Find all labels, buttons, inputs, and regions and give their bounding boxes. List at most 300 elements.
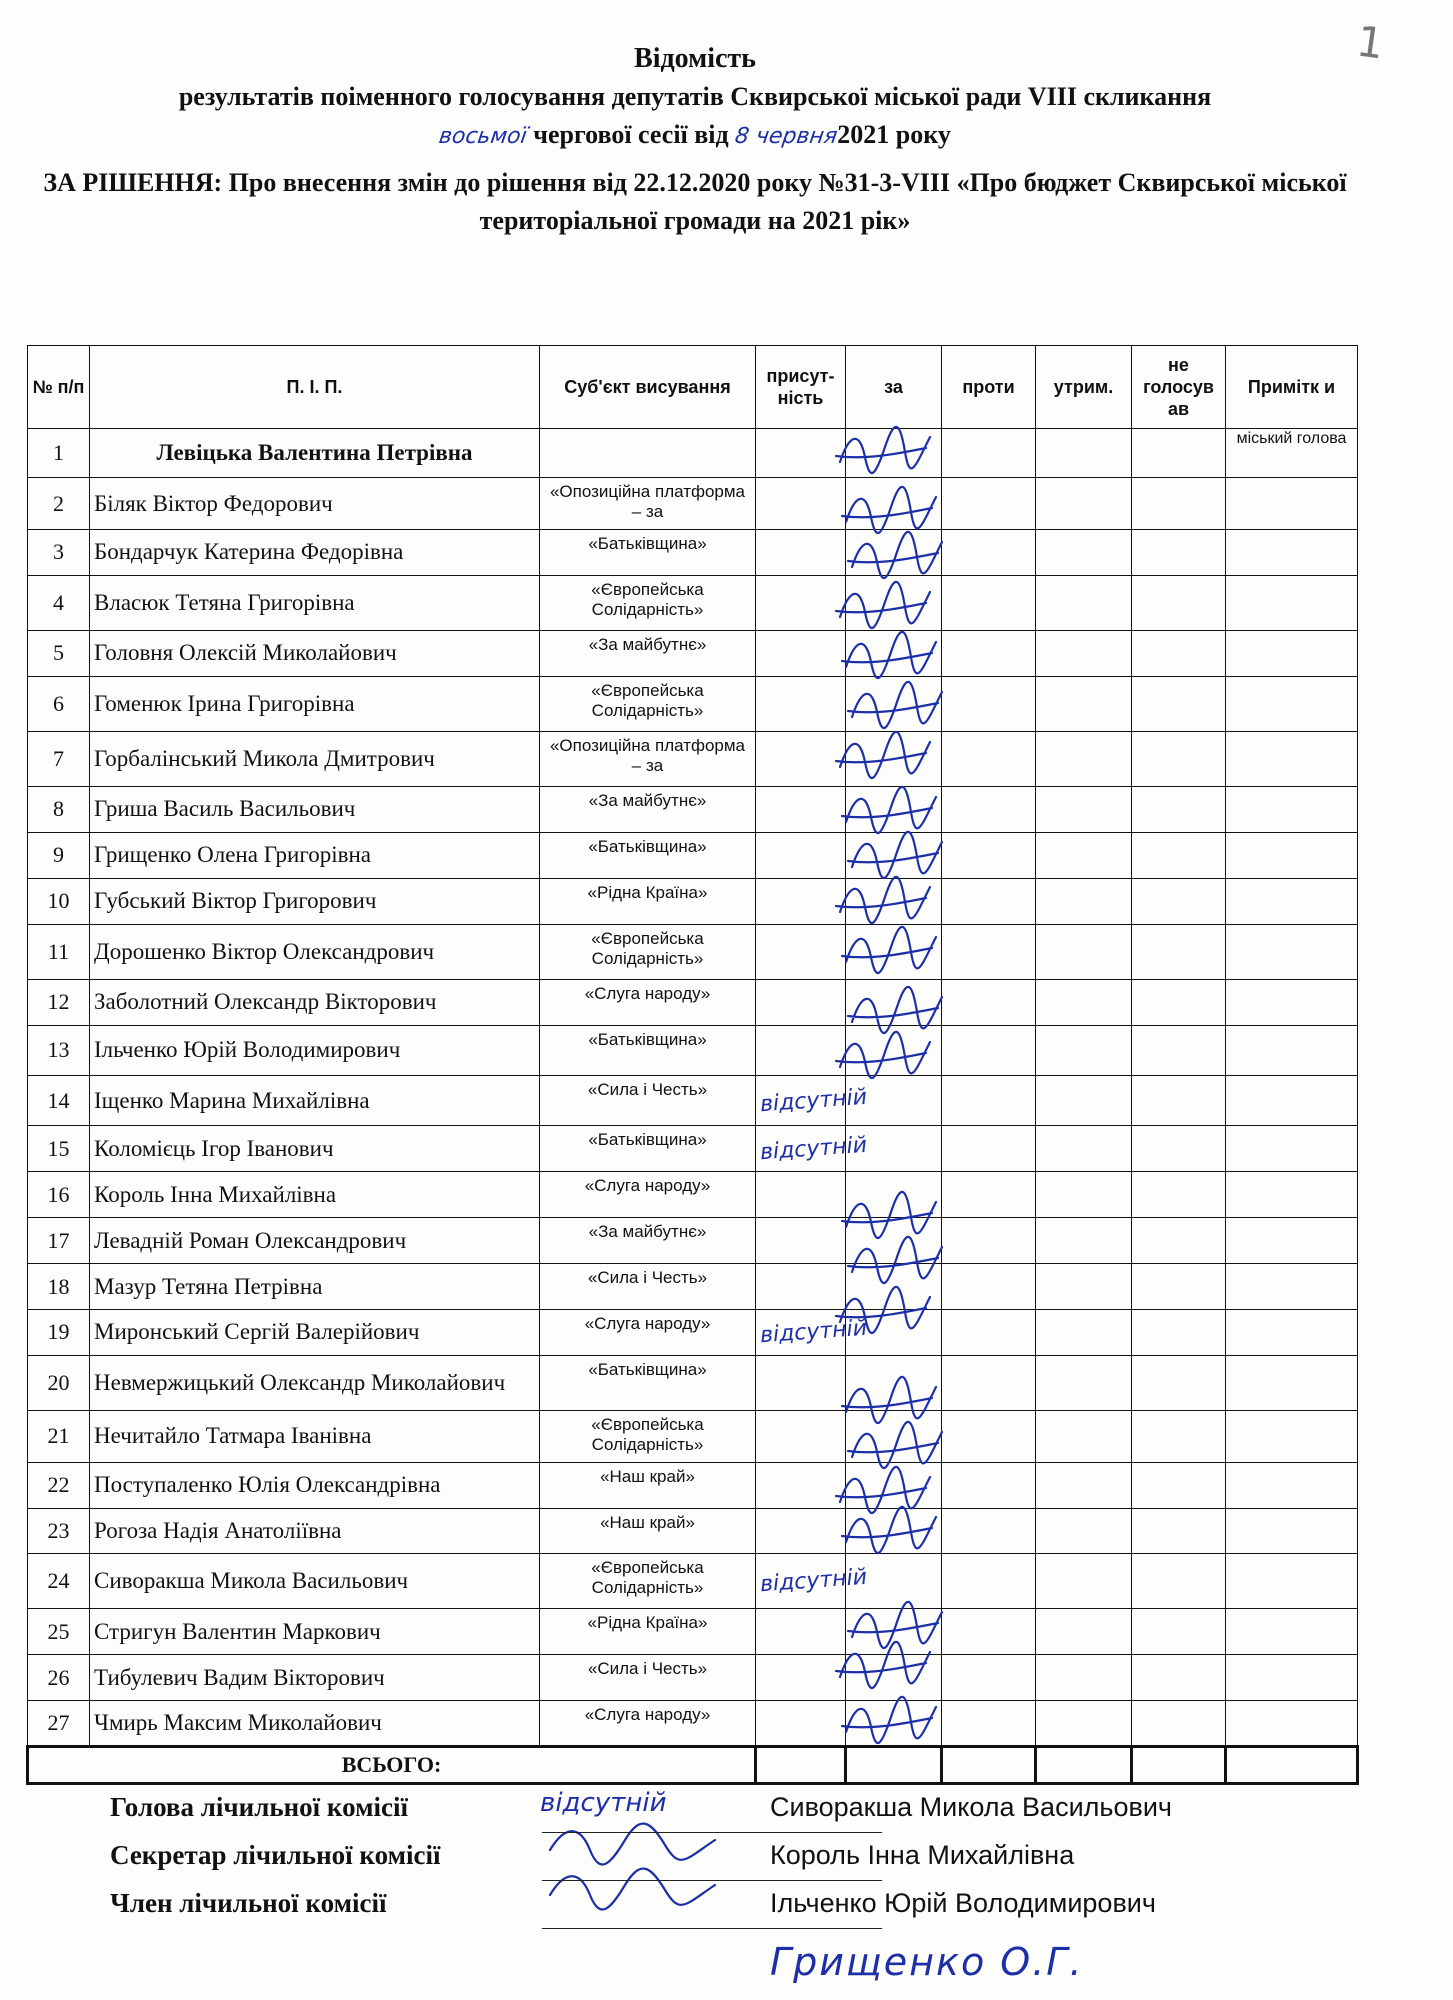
not-voted-cell xyxy=(1132,832,1226,878)
vote-abstain-cell xyxy=(1036,832,1132,878)
handwritten-footer-name: Грищенко О.Г. xyxy=(770,1940,1084,1984)
session-year: 2021 року xyxy=(837,120,951,149)
member-name: Біляк Віктор Федорович xyxy=(90,478,540,530)
table-row xyxy=(28,1655,1358,1701)
commission-member-row xyxy=(110,1888,1360,1936)
header-not-voted: не голосув ав xyxy=(1132,346,1226,429)
not-voted-cell xyxy=(1132,731,1226,786)
session-text: чергової сесії від xyxy=(533,120,729,149)
vote-against-cell xyxy=(942,630,1036,676)
vote-abstain-cell xyxy=(1036,429,1132,478)
member-party: «Слуга народу» xyxy=(540,979,756,1025)
member-party: «Наш край» xyxy=(540,1508,756,1554)
vote-for-cell xyxy=(846,878,942,924)
not-voted-cell xyxy=(1132,478,1226,530)
table-row xyxy=(28,1554,1358,1609)
vote-for-cell xyxy=(846,630,942,676)
presence-cell xyxy=(756,1701,846,1747)
row-number: 14 xyxy=(28,1076,90,1126)
vote-against-cell xyxy=(942,429,1036,478)
vote-against-cell xyxy=(942,832,1036,878)
note-cell xyxy=(1226,1554,1358,1609)
vote-abstain-cell xyxy=(1036,1218,1132,1264)
table-row xyxy=(28,1126,1358,1172)
row-number: 5 xyxy=(28,630,90,676)
vote-for-cell xyxy=(846,429,942,478)
member-name: Нечитайло Татмара Іванівна xyxy=(90,1411,540,1463)
row-number: 12 xyxy=(28,979,90,1025)
row-number: 16 xyxy=(28,1172,90,1218)
secretary-role: Секретар лічильної комісії xyxy=(110,1840,441,1870)
table-row xyxy=(28,878,1358,924)
vote-against-cell xyxy=(942,478,1036,530)
presence-cell xyxy=(756,731,846,786)
not-voted-cell xyxy=(1132,1126,1226,1172)
note-cell xyxy=(1226,1508,1358,1554)
header-name: П. І. П. xyxy=(90,346,540,429)
presence-mark: відсутній xyxy=(759,1132,868,1166)
not-voted-cell xyxy=(1132,1355,1226,1410)
not-voted-cell xyxy=(1132,1508,1226,1554)
presence-cell xyxy=(756,1310,868,1356)
not-voted-cell xyxy=(1132,529,1226,575)
total-cell xyxy=(1132,1747,1226,1784)
member-name: Король Інна Михайлівна xyxy=(90,1172,540,1218)
vote-abstain-cell xyxy=(1036,1411,1132,1463)
note-cell xyxy=(1226,1218,1358,1264)
vote-against-cell xyxy=(942,786,1036,832)
vote-for-cell xyxy=(846,676,942,731)
presence-cell xyxy=(756,575,846,630)
note-cell xyxy=(1226,1701,1358,1747)
row-number: 13 xyxy=(28,1025,90,1075)
note-cell xyxy=(1226,1310,1358,1356)
vote-abstain-cell xyxy=(1036,1701,1132,1747)
vote-against-cell xyxy=(942,1025,1036,1075)
table-row xyxy=(28,832,1358,878)
vote-abstain-cell xyxy=(1036,1264,1132,1310)
row-number: 18 xyxy=(28,1264,90,1310)
row-number: 2 xyxy=(28,478,90,530)
header-abstain: утрим. xyxy=(1036,346,1132,429)
decision-title: ЗА РІШЕННЯ: Про внесення змін до рішення від 22.12.2020 року №31-3-VIII «Про бюджет Сквирської міської територіальної громади на 2021 рік» xyxy=(43,168,1347,235)
presence-cell xyxy=(756,832,846,878)
member-name: Левіцька Валентина Петрівна xyxy=(90,429,540,478)
not-voted-cell xyxy=(1132,1025,1226,1075)
note-cell xyxy=(1226,979,1358,1025)
vote-for-cell xyxy=(846,1701,942,1747)
not-voted-cell xyxy=(1132,1172,1226,1218)
presence-cell xyxy=(756,1264,846,1310)
table-row xyxy=(28,1218,1358,1264)
not-voted-cell xyxy=(1132,1609,1226,1655)
presence-cell xyxy=(756,1508,846,1554)
table-row xyxy=(28,1609,1358,1655)
table-row xyxy=(28,1264,1358,1310)
not-voted-cell xyxy=(1132,429,1226,478)
table-row xyxy=(28,1310,1358,1356)
vote-against-cell xyxy=(942,1554,1036,1609)
header-note: Примітк и xyxy=(1226,346,1358,429)
vote-against-cell xyxy=(942,1172,1036,1218)
vote-against-cell xyxy=(942,924,1036,979)
member-name: Ільченко Юрій Володимирович xyxy=(90,1025,540,1075)
note-cell xyxy=(1226,1355,1358,1410)
note-cell xyxy=(1226,1126,1358,1172)
vote-for-cell xyxy=(846,731,942,786)
vote-abstain-cell xyxy=(1036,1655,1132,1701)
presence-cell xyxy=(756,1076,868,1126)
presence-cell xyxy=(756,478,846,530)
member-name: Губський Віктор Григорович xyxy=(90,878,540,924)
not-voted-cell xyxy=(1132,630,1226,676)
document-header xyxy=(40,40,1350,240)
vote-abstain-cell xyxy=(1036,786,1132,832)
not-voted-cell xyxy=(1132,878,1226,924)
presence-cell xyxy=(756,1126,868,1172)
vote-against-cell xyxy=(942,1218,1036,1264)
vote-abstain-cell xyxy=(1036,979,1132,1025)
member-name: Чмирь Максим Миколайович xyxy=(90,1701,540,1747)
member-name: Горбалінський Микола Дмитрович xyxy=(90,731,540,786)
member-party: «За майбутнє» xyxy=(540,1218,756,1264)
not-voted-cell xyxy=(1132,979,1226,1025)
row-number: 8 xyxy=(28,786,90,832)
presence-cell xyxy=(756,676,846,731)
document-title: Відомість xyxy=(634,43,756,74)
member-name: Коломієць Ігор Іванович xyxy=(90,1126,540,1172)
vote-for-cell xyxy=(846,1172,942,1218)
member-party: «Європейська Солідарність» xyxy=(540,924,756,979)
table-row xyxy=(28,1462,1358,1508)
presence-cell xyxy=(756,1655,846,1701)
member-party: «Європейська Солідарність» xyxy=(540,676,756,731)
total-label: ВСЬОГО: xyxy=(28,1747,756,1784)
vote-against-cell xyxy=(942,1355,1036,1410)
note-cell xyxy=(1226,1264,1358,1310)
note-cell xyxy=(1226,786,1358,832)
vote-abstain-cell xyxy=(1036,1172,1132,1218)
commission-chair-row xyxy=(110,1788,1360,1840)
row-number: 26 xyxy=(28,1655,90,1701)
header-for: за xyxy=(846,346,942,429)
row-number: 15 xyxy=(28,1126,90,1172)
member-party: «Батьківщина» xyxy=(540,1126,756,1172)
presence-cell xyxy=(756,878,846,924)
member-party: «Батьківщина» xyxy=(540,1025,756,1075)
presence-cell xyxy=(756,1609,846,1655)
vote-for-cell xyxy=(846,575,942,630)
presence-cell xyxy=(756,429,846,478)
member-signature-line xyxy=(542,1928,882,1929)
vote-for-cell xyxy=(846,1508,942,1554)
presence-cell xyxy=(756,924,846,979)
row-number: 17 xyxy=(28,1218,90,1264)
vote-abstain-cell xyxy=(1036,1025,1132,1075)
table-row xyxy=(28,979,1358,1025)
row-number: 23 xyxy=(28,1508,90,1554)
vote-abstain-cell xyxy=(1036,1508,1132,1554)
vote-abstain-cell xyxy=(1036,575,1132,630)
note-cell xyxy=(1226,731,1358,786)
member-name: Заболотний Олександр Вікторович xyxy=(90,979,540,1025)
vote-abstain-cell xyxy=(1036,878,1132,924)
table-row xyxy=(28,1411,1358,1463)
total-cell xyxy=(1036,1747,1132,1784)
row-number: 21 xyxy=(28,1411,90,1463)
vote-against-cell xyxy=(942,731,1036,786)
presence-mark: відсутній xyxy=(759,1316,868,1349)
not-voted-cell xyxy=(1132,575,1226,630)
vote-abstain-cell xyxy=(1036,1355,1132,1410)
table-row xyxy=(28,731,1358,786)
row-number: 19 xyxy=(28,1310,90,1356)
vote-against-cell xyxy=(942,1508,1036,1554)
header-present: присут-ність xyxy=(756,346,846,429)
member-name: Сиворакша Микола Васильович xyxy=(90,1554,540,1609)
row-number: 3 xyxy=(28,529,90,575)
presence-cell xyxy=(756,1025,846,1075)
vote-against-cell xyxy=(942,1264,1036,1310)
vote-against-cell xyxy=(942,575,1036,630)
vote-for-cell xyxy=(846,1411,942,1463)
note-cell xyxy=(1226,1076,1358,1126)
vote-abstain-cell xyxy=(1036,630,1132,676)
note-cell xyxy=(1226,1609,1358,1655)
presence-cell xyxy=(756,630,846,676)
member-party: «Рідна Країна» xyxy=(540,1609,756,1655)
chair-name: Сиворакша Микола Васильович xyxy=(770,1792,1172,1822)
vote-abstain-cell xyxy=(1036,1310,1132,1356)
vote-abstain-cell xyxy=(1036,1462,1132,1508)
session-number-handwritten: восьмої xyxy=(437,124,529,149)
not-voted-cell xyxy=(1132,1701,1226,1747)
vote-for-cell xyxy=(846,979,942,1025)
member-name: Власюк Тетяна Григорівна xyxy=(90,575,540,630)
presence-cell xyxy=(756,979,846,1025)
vote-for-cell xyxy=(846,529,942,575)
vote-against-cell xyxy=(942,1655,1036,1701)
vote-for-cell xyxy=(846,1355,942,1410)
note-cell xyxy=(1226,1655,1358,1701)
presence-cell xyxy=(756,1355,846,1410)
member-party: «Батьківщина» xyxy=(540,832,756,878)
document-subtitle: результатів поіменного голосування депутатів Сквирської міської ради VIII скликання xyxy=(178,82,1212,111)
presence-cell xyxy=(756,786,846,832)
member-name: Левадній Роман Олександрович xyxy=(90,1218,540,1264)
vote-for-cell xyxy=(846,1025,942,1075)
row-number: 22 xyxy=(28,1462,90,1508)
member-party: «Рідна Країна» xyxy=(540,878,756,924)
note-cell xyxy=(1226,575,1358,630)
table-row xyxy=(28,1701,1358,1747)
note-cell xyxy=(1226,924,1358,979)
note-cell xyxy=(1226,1411,1358,1463)
member-party: «За майбутнє» xyxy=(540,630,756,676)
table-row xyxy=(28,529,1358,575)
table-row xyxy=(28,1355,1358,1410)
page-number: 1 xyxy=(1353,16,1388,69)
table-row xyxy=(28,1076,1358,1126)
presence-mark: відсутній xyxy=(759,1565,868,1598)
table-row xyxy=(28,786,1358,832)
commission-block xyxy=(110,1788,1360,1936)
member-name: Дорошенко Віктор Олександрович xyxy=(90,924,540,979)
row-number: 27 xyxy=(28,1701,90,1747)
header-num: № п/п xyxy=(28,346,90,429)
total-cell xyxy=(942,1747,1036,1784)
vote-against-cell xyxy=(942,676,1036,731)
vote-against-cell xyxy=(942,1310,1036,1356)
vote-for-cell xyxy=(846,1264,942,1310)
table-row xyxy=(28,630,1358,676)
presence-cell xyxy=(756,529,846,575)
vote-against-cell xyxy=(942,878,1036,924)
not-voted-cell xyxy=(1132,1218,1226,1264)
table-row xyxy=(28,924,1358,979)
note-cell xyxy=(1226,630,1358,676)
member-party: «Сила і Честь» xyxy=(540,1076,756,1126)
note-cell xyxy=(1226,878,1358,924)
member-party: «Слуга народу» xyxy=(540,1701,756,1747)
total-cell xyxy=(1226,1747,1358,1784)
commission-secretary-row xyxy=(110,1840,1360,1888)
note-cell xyxy=(1226,529,1358,575)
member-name: Гриша Василь Васильович xyxy=(90,786,540,832)
chair-absent-mark: відсутній xyxy=(540,1788,667,1818)
member-name: Миронський Сергій Валерійович xyxy=(90,1310,540,1356)
vote-against-cell xyxy=(942,1126,1036,1172)
chair-role: Голова лічильної комісії xyxy=(110,1792,408,1822)
vote-abstain-cell xyxy=(1036,1609,1132,1655)
vote-abstain-cell xyxy=(1036,1126,1132,1172)
total-cell xyxy=(756,1747,846,1784)
note-cell xyxy=(1226,1462,1358,1508)
note-cell xyxy=(1226,478,1358,530)
member-name: Гоменюк Ірина Григорівна xyxy=(90,676,540,731)
member-party: «За майбутнє» xyxy=(540,786,756,832)
not-voted-cell xyxy=(1132,1076,1226,1126)
note-cell xyxy=(1226,832,1358,878)
row-number: 25 xyxy=(28,1609,90,1655)
member-name: Рогоза Надія Анатоліївна xyxy=(90,1508,540,1554)
vote-for-cell xyxy=(846,1609,942,1655)
vote-for-cell xyxy=(846,832,942,878)
table-header-row xyxy=(28,346,1358,429)
vote-for-cell xyxy=(846,1218,942,1264)
vote-against-cell xyxy=(942,979,1036,1025)
vote-against-cell xyxy=(942,1462,1036,1508)
note-cell xyxy=(1226,1025,1358,1075)
member-name: Бондарчук Катерина Федорівна xyxy=(90,529,540,575)
table-row xyxy=(28,676,1358,731)
table-row xyxy=(28,575,1358,630)
note-cell xyxy=(1226,1172,1358,1218)
not-voted-cell xyxy=(1132,1310,1226,1356)
total-cell xyxy=(846,1747,942,1784)
not-voted-cell xyxy=(1132,676,1226,731)
vote-for-cell xyxy=(846,1655,942,1701)
table-row xyxy=(28,429,1358,478)
row-number: 11 xyxy=(28,924,90,979)
vote-abstain-cell xyxy=(1036,731,1132,786)
vote-against-cell xyxy=(942,529,1036,575)
vote-against-cell xyxy=(942,1701,1036,1747)
vote-against-cell xyxy=(942,1609,1036,1655)
vote-for-cell xyxy=(846,924,942,979)
row-number: 4 xyxy=(28,575,90,630)
presence-cell xyxy=(756,1172,846,1218)
member-name: Стригун Валентин Маркович xyxy=(90,1609,540,1655)
note-cell xyxy=(1226,676,1358,731)
vote-for-cell xyxy=(846,786,942,832)
row-number: 10 xyxy=(28,878,90,924)
presence-mark: відсутній xyxy=(759,1084,868,1117)
vote-abstain-cell xyxy=(1036,529,1132,575)
member-name: Іщенко Марина Михайлівна xyxy=(90,1076,540,1126)
row-number: 9 xyxy=(28,832,90,878)
member-role: Член лічильної комісії xyxy=(110,1888,387,1918)
member-name: Невмержицький Олександр Миколайович xyxy=(90,1355,540,1410)
row-number: 1 xyxy=(28,429,90,478)
not-voted-cell xyxy=(1132,1655,1226,1701)
vote-table xyxy=(26,345,1359,1785)
table-row xyxy=(28,1025,1358,1075)
member-party: «Опозиційна платформа – за xyxy=(540,731,756,786)
total-row xyxy=(28,1747,1358,1784)
row-number: 24 xyxy=(28,1554,90,1609)
member-party xyxy=(540,429,756,478)
member-name: Грищенко Олена Григорівна xyxy=(90,832,540,878)
member-name: Тибулевич Вадим Вікторович xyxy=(90,1655,540,1701)
member-name: Ільченко Юрій Володимирович xyxy=(770,1888,1156,1918)
presence-cell xyxy=(756,1554,868,1609)
chair-signature-line xyxy=(542,1832,882,1833)
member-party: «Слуга народу» xyxy=(540,1310,756,1356)
member-party: «Сила і Честь» xyxy=(540,1264,756,1310)
session-line xyxy=(40,116,1350,156)
not-voted-cell xyxy=(1132,1264,1226,1310)
vote-against-cell xyxy=(942,1411,1036,1463)
member-party: «Сила і Честь» xyxy=(540,1655,756,1701)
presence-cell xyxy=(756,1411,846,1463)
vote-abstain-cell xyxy=(1036,1554,1132,1609)
vote-abstain-cell xyxy=(1036,924,1132,979)
not-voted-cell xyxy=(1132,786,1226,832)
table-row xyxy=(28,1508,1358,1554)
member-party: «Опозиційна платформа – за xyxy=(540,478,756,530)
header-party: Суб'єкт висування xyxy=(540,346,756,429)
not-voted-cell xyxy=(1132,1554,1226,1609)
session-date-handwritten: 8 червня xyxy=(733,124,840,149)
row-number: 6 xyxy=(28,676,90,731)
member-name: Головня Олексій Миколайович xyxy=(90,630,540,676)
member-name: Поступаленко Юлія Олександрівна xyxy=(90,1462,540,1508)
member-party: «Європейська Солідарність» xyxy=(540,1554,756,1609)
vote-abstain-cell xyxy=(1036,478,1132,530)
secretary-signature-line xyxy=(542,1880,882,1881)
presence-cell xyxy=(756,1462,846,1508)
row-number: 7 xyxy=(28,731,90,786)
vote-abstain-cell xyxy=(1036,1076,1132,1126)
not-voted-cell xyxy=(1132,924,1226,979)
member-party: «Європейська Солідарність» xyxy=(540,1411,756,1463)
member-party: «Наш край» xyxy=(540,1462,756,1508)
vote-for-cell xyxy=(846,478,942,530)
not-voted-cell xyxy=(1132,1411,1226,1463)
member-party: «Батьківщина» xyxy=(540,529,756,575)
secretary-name: Король Інна Михайлівна xyxy=(770,1840,1075,1870)
